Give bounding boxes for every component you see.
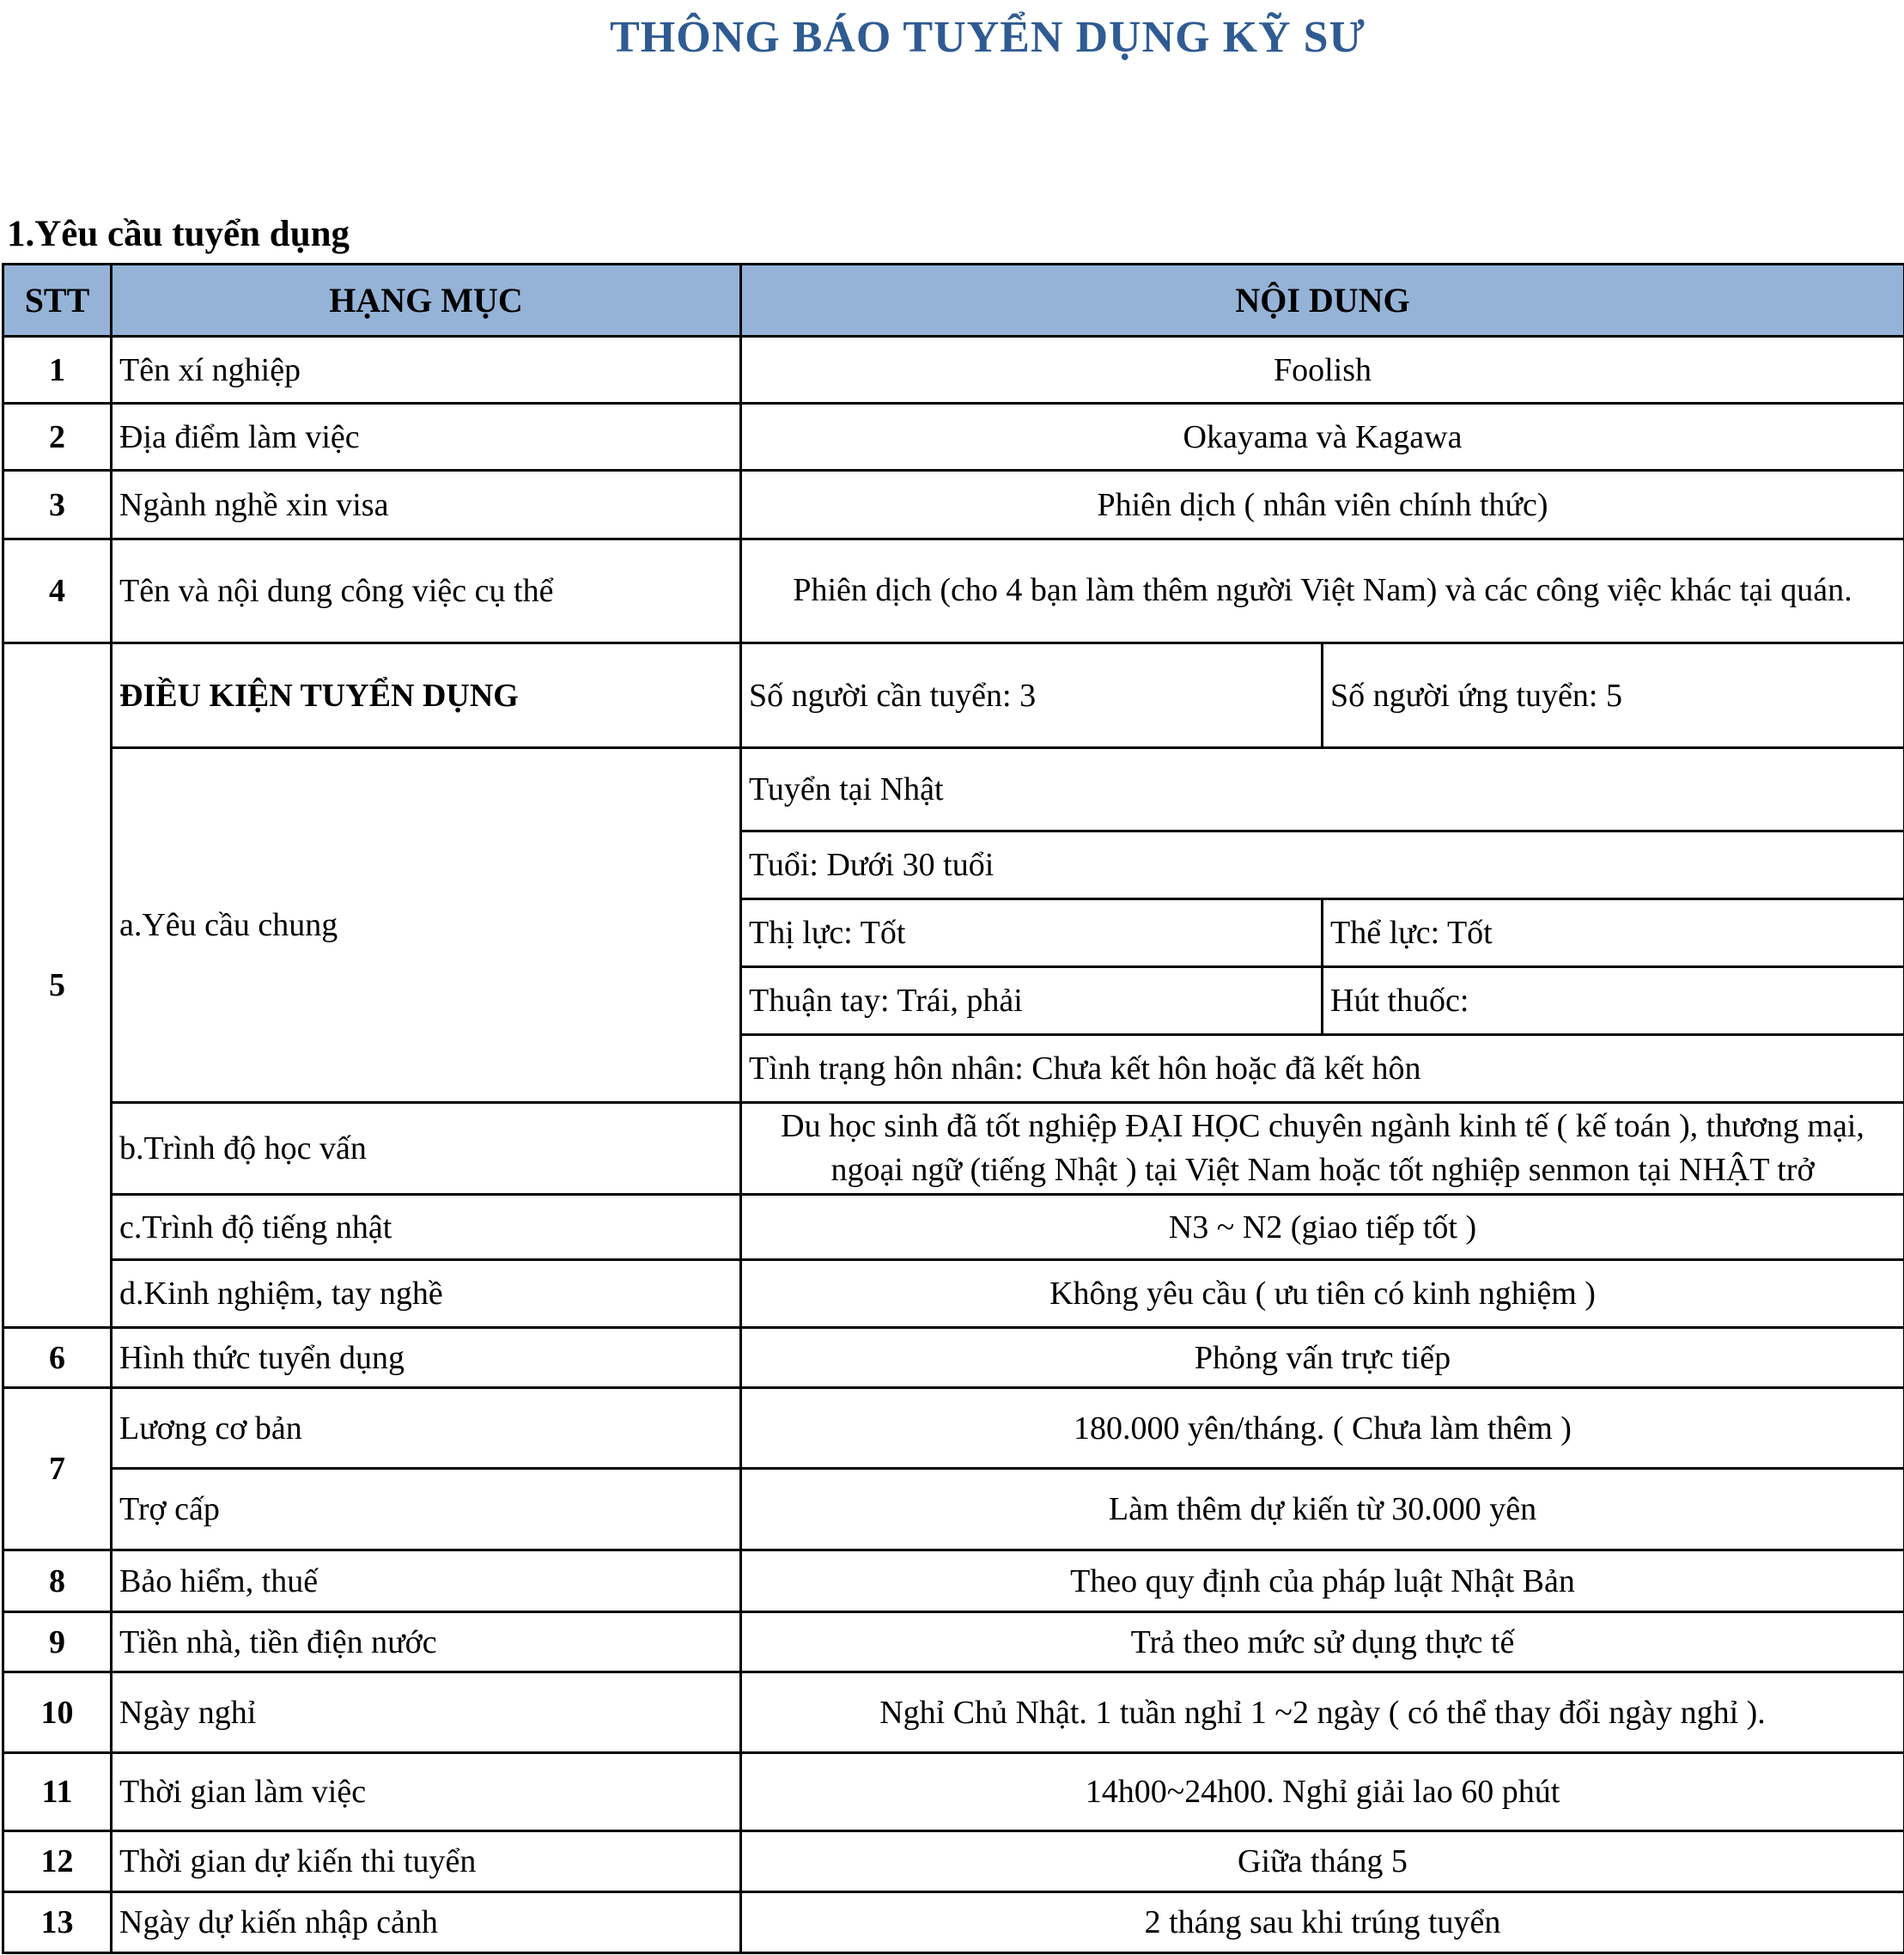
- row-number: 5: [3, 643, 112, 1328]
- row-number: 1: [3, 337, 112, 404]
- row-number: 7: [3, 1388, 112, 1550]
- page-title: THÔNG BÁO TUYỂN DỤNG KỸ SƯ: [610, 13, 1366, 62]
- header-content: NỘI DUNG: [741, 265, 1904, 337]
- applicant-count: Số người ứng tuyển: 5: [1323, 643, 1904, 748]
- allowance-label: Trợ cấp: [112, 1469, 741, 1550]
- experience-label: d.Kinh nghiệm, tay nghề: [112, 1260, 741, 1328]
- japanese-level: N3 ~ N2 (giao tiếp tốt ): [741, 1195, 1904, 1260]
- row-item: Thời gian dự kiến thi tuyển: [112, 1831, 741, 1892]
- salary-value: 180.000 yên/tháng. ( Chưa làm thêm ): [741, 1388, 1904, 1469]
- row-content: 14h00~24h00. Nghỉ giải lao 60 phút: [741, 1753, 1904, 1831]
- fitness-requirement: Thể lực: Tốt: [1323, 899, 1904, 967]
- table-row: [3, 337, 1904, 404]
- row-item: Ngày nghỉ: [112, 1672, 741, 1753]
- table-row: [3, 1672, 1904, 1753]
- row-number: 6: [3, 1328, 112, 1388]
- row-content: Nghỉ Chủ Nhật. 1 tuần nghỉ 1 ~2 ngày ( có thể thay đổi ngày nghỉ ).: [741, 1672, 1904, 1753]
- table-row: [3, 643, 1904, 748]
- table-row: [3, 1753, 1904, 1831]
- allowance-value: Làm thêm dự kiến từ 30.000 yên: [741, 1469, 1904, 1550]
- smoking-requirement: Hút thuốc:: [1323, 967, 1904, 1035]
- table-row: [3, 748, 1904, 831]
- row-number: 12: [3, 1831, 112, 1892]
- row-item: Địa điểm làm việc: [112, 404, 741, 471]
- section-heading: 1.Yêu cầu tuyển dụng: [7, 214, 350, 254]
- table-row: [3, 1831, 1904, 1892]
- table-row: [3, 1892, 1904, 1953]
- row-item: Ngành nghề xin visa: [112, 471, 741, 539]
- row-content: Foolish: [741, 337, 1904, 404]
- education-requirement: Du học sinh đã tốt nghiệp ĐẠI HỌC chuyên ngành kinh tế ( kế toán ), thương mại, ngoại ngữ (tiếng Nhật ) tại Việt Nam hoặc tốt nghiệp senmon tại NHẬT trở: [741, 1103, 1904, 1195]
- row-content: Giữa tháng 5: [741, 1831, 1904, 1892]
- table-row: [3, 1612, 1904, 1672]
- row-item: Tiền nhà, tiền điện nước: [112, 1612, 741, 1672]
- eyesight-requirement: Thị lực: Tốt: [741, 899, 1323, 967]
- table-row: [3, 1550, 1904, 1612]
- row-item: Thời gian làm việc: [112, 1753, 741, 1831]
- row-content: Phiên dịch (cho 4 bạn làm thêm người Việt Nam) và các công việc khác tại quán.: [741, 539, 1904, 643]
- row-content: Okayama và Kagawa: [741, 404, 1904, 471]
- row-number: 9: [3, 1612, 112, 1672]
- table-row: [3, 1328, 1904, 1388]
- row-content: Phiên dịch ( nhân viên chính thức): [741, 471, 1904, 539]
- table-row: [3, 404, 1904, 471]
- row-number: 11: [3, 1753, 112, 1831]
- row-number: 2: [3, 404, 112, 471]
- row-item: Bảo hiểm, thuế: [112, 1550, 741, 1612]
- header-stt: STT: [3, 265, 112, 337]
- row-content: 2 tháng sau khi trúng tuyển: [741, 1892, 1904, 1953]
- table-row: [3, 1103, 1904, 1195]
- table-row: [3, 539, 1904, 643]
- table-row: [3, 1195, 1904, 1260]
- table-row: [3, 1388, 1904, 1469]
- row-number: 8: [3, 1550, 112, 1612]
- row-content: Theo quy định của pháp luật Nhật Bản: [741, 1550, 1904, 1612]
- education-label: b.Trình độ học vấn: [112, 1103, 741, 1195]
- table-header-row: [3, 265, 1904, 337]
- row-item: Tên và nội dung công việc cụ thể: [112, 539, 741, 643]
- row-item: Tên xí nghiệp: [112, 337, 741, 404]
- header-item: HẠNG MỤC: [112, 265, 741, 337]
- age-requirement: Tuổi: Dưới 30 tuổi: [741, 831, 1904, 899]
- row-content: Trả theo mức sử dụng thực tế: [741, 1612, 1904, 1672]
- japanese-level-label: c.Trình độ tiếng nhật: [112, 1195, 741, 1260]
- table-row: [3, 1469, 1904, 1550]
- experience-requirement: Không yêu cầu ( ưu tiên có kinh nghiệm ): [741, 1260, 1904, 1328]
- row-item: Hình thức tuyển dụng: [112, 1328, 741, 1388]
- salary-label: Lương cơ bản: [112, 1388, 741, 1469]
- handedness-requirement: Thuận tay: Trái, phải: [741, 967, 1323, 1035]
- table-row: [3, 471, 1904, 539]
- marital-status-requirement: Tình trạng hôn nhân: Chưa kết hôn hoặc đã kết hôn: [741, 1035, 1904, 1103]
- recruit-place: Tuyển tại Nhật: [741, 748, 1904, 831]
- row-number: 3: [3, 471, 112, 539]
- row-number: 4: [3, 539, 112, 643]
- recruitment-table: [2, 263, 1904, 1954]
- required-count: Số người cần tuyển: 3: [741, 643, 1323, 748]
- row-content: Phỏng vấn trực tiếp: [741, 1328, 1904, 1388]
- general-requirements-label: a.Yêu cầu chung: [112, 748, 741, 1103]
- row-number: 13: [3, 1892, 112, 1953]
- table-row: [3, 1260, 1904, 1328]
- row-item: Ngày dự kiến nhập cảnh: [112, 1892, 741, 1953]
- row-number: 10: [3, 1672, 112, 1753]
- conditions-label: ĐIỀU KIỆN TUYỂN DỤNG: [112, 643, 741, 748]
